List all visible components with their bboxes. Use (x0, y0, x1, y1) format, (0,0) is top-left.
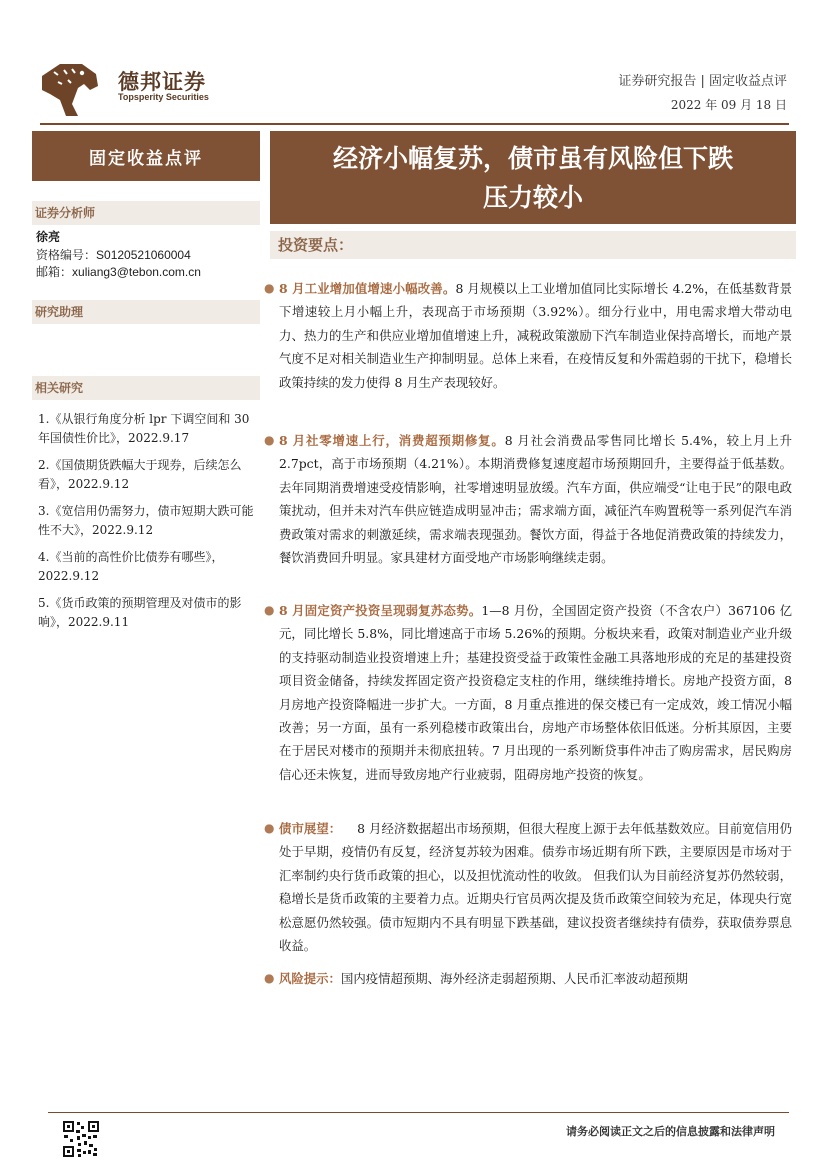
related-item[interactable]: 2.《国债期货跌幅大于现券，后续怎么看》，2022.9.12 (38, 458, 242, 491)
paragraph-body: 8 月社会消费品零售同比增长 5.4%，较上月上升 2.7pct，高于市场预期（4.21%）。本期消费修复速度超市场预期回升，主要得益于低基数。去年同期消费增速受疫情影响，社零增速明显放缓。汽车方面，供应端受“让电于民”的限电政策扰动，但并未对汽车供应链造成明显冲击；需求端方面，减征汽车购置税等一系列促汽车消费政策对需求的刺激延续，需求端表现强劲。餐饮方面，得益于各地促消费政策的持续发力，餐饮消费回升明显。家具建材方面受地产市场影响继续走弱。 (279, 433, 793, 566)
leopard-logo-icon (38, 60, 100, 118)
bullet-icon: ● (264, 603, 275, 617)
company-name-cn: 德邦证券 (118, 70, 206, 94)
bullet-icon: ● (264, 433, 275, 447)
assistant-heading: 研究助理 (32, 300, 260, 324)
paragraph-lead: 8 月社零增速上行，消费超预期修复。 (279, 433, 505, 448)
paragraph-investment (264, 599, 792, 786)
paragraph-body: 8 月规模以上工业增加值同比实际增长 4.2%，在低基数背景下增速较上月小幅上升，表现高于市场预期（3.92%）。细分行业中，用电需求増大带动电力、热力的生产和供应业增加值增速上升，减税政策激励下汽车制造业保持高增长，而地产景气度不足对相关制造业生产抑制明显。总体上来看，在疫情反复和外需趋弱的干扰下，稳增长政策持续的发力使得 8 月生产表现较好。 (279, 281, 792, 390)
email-line (36, 263, 201, 280)
paragraph-retail (264, 429, 793, 569)
analyst-heading: 证券分析师 (32, 201, 260, 225)
paragraph-body: 1—8 月份，全国固定资产投资（不含农户）367106 亿元，同比增长 5.8%，同比增速高于市场 5.26%的预期。分板块来看，政策对制造业产业升级的支持驱动制造业投资增速上升；基建投资受益于政策性金融工具落地形成的充足的基建投资项目资金储备，持续发挥固定资产投资稳定支柱的作用，继续维持增长。房地产投资方面，8 月房地产投资降幅进一步扩大。一方面，8 月重点推进的保交楼已有一定成效，竣工情况小幅改善；另一方面，虽有一系列稳楼市政策出台，房地产市场整体依旧低迷。分析其原因，主要在于居民对楼市的预期并未彻底扭转。7 月出现的一系列断贷事件冲击了购房需求，居民购房信心还未恢复，进而导致房地产行业疲弱，阻碍房地产投资的恢复。 (279, 603, 792, 782)
related-research-list (38, 410, 260, 640)
bullet-icon: ● (264, 281, 275, 295)
related-heading: 相关研究 (32, 376, 260, 400)
title-line-2: 压力较小 (482, 183, 583, 212)
related-item[interactable]: 3.《宽信用仍需努力，债市短期大跌可能性不大》，2022.9.12 (38, 504, 254, 537)
paragraph-body: 国内疫情超预期、海外经济走弱超预期、人民币汇率波动超预期 (340, 971, 688, 986)
paragraph-lead: 8 月固定资产投资呈现弱复苏态势。 (279, 603, 482, 618)
header-divider (40, 123, 789, 125)
related-item[interactable]: 1.《从银行角度分析 lpr 下调空间和 30 年国债性价比》，2022.9.17 (38, 412, 250, 445)
paragraph-lead: 风险提示： (279, 971, 341, 986)
email-value[interactable]: xuliang3@tebon.com.cn (72, 265, 201, 279)
related-item[interactable]: 5.《货币政策的预期管理及对债市的影响》，2022.9.11 (38, 596, 242, 629)
bullet-icon: ● (264, 971, 275, 985)
analyst-name: 徐亮 (36, 230, 61, 244)
category-banner: 固定收益点评 (32, 131, 260, 181)
footer-divider (48, 1112, 789, 1113)
report-title (270, 131, 796, 224)
report-date: 2022 年 09 月 18 日 (670, 98, 787, 112)
paragraph-body: 8 月经济数据超出市场预期，但很大程度上源于去年低基数效应。目前宽信用仍处于早期，疫情仍有反复，经济复苏较为困难。债券市场近期有所下跌，主要原因是市场对于汇率制约央行货币政策的担心，以及担忧流动性的收敛。 但我们认为目前经济复苏仍然较弱，稳增长是货币政策的主要着力点。近期央行官员两次提及货币政策空间较为充足，体现央行宽松意愿仍然较强。债市短期内不具有明显下跌基础，建议投资者继续持有债券，获取债券票息收益。 (279, 821, 793, 954)
license-label: 资格编号： (36, 248, 97, 262)
title-line-1: 经济小幅复苏，债市虽有风险但下跌 (332, 144, 733, 173)
bullet-icon: ● (264, 821, 275, 835)
disclaimer-text: 请务必阅读正文之后的信息披露和法律声明 (566, 1125, 775, 1138)
paragraph-bond-outlook (264, 817, 793, 957)
license-line (36, 246, 191, 263)
report-type: 证券研究报告 | 固定收益点评 (618, 74, 787, 89)
section-heading: 投资要点： (270, 231, 796, 259)
paragraph-lead: 债市展望： (279, 821, 342, 836)
paragraph-lead: 8 月工业增加值增速小幅改善。 (279, 281, 456, 296)
company-name-en: Topsperity Securities (118, 92, 209, 102)
license-value: S0120521060004 (96, 248, 191, 262)
paragraph-industrial (264, 277, 792, 394)
paragraph-risk (264, 967, 792, 990)
qr-code-icon (62, 1120, 100, 1158)
email-label: 邮箱： (36, 265, 73, 279)
related-item[interactable]: 4.《当前的高性价比债券有哪些》，2022.9.12 (38, 550, 224, 583)
